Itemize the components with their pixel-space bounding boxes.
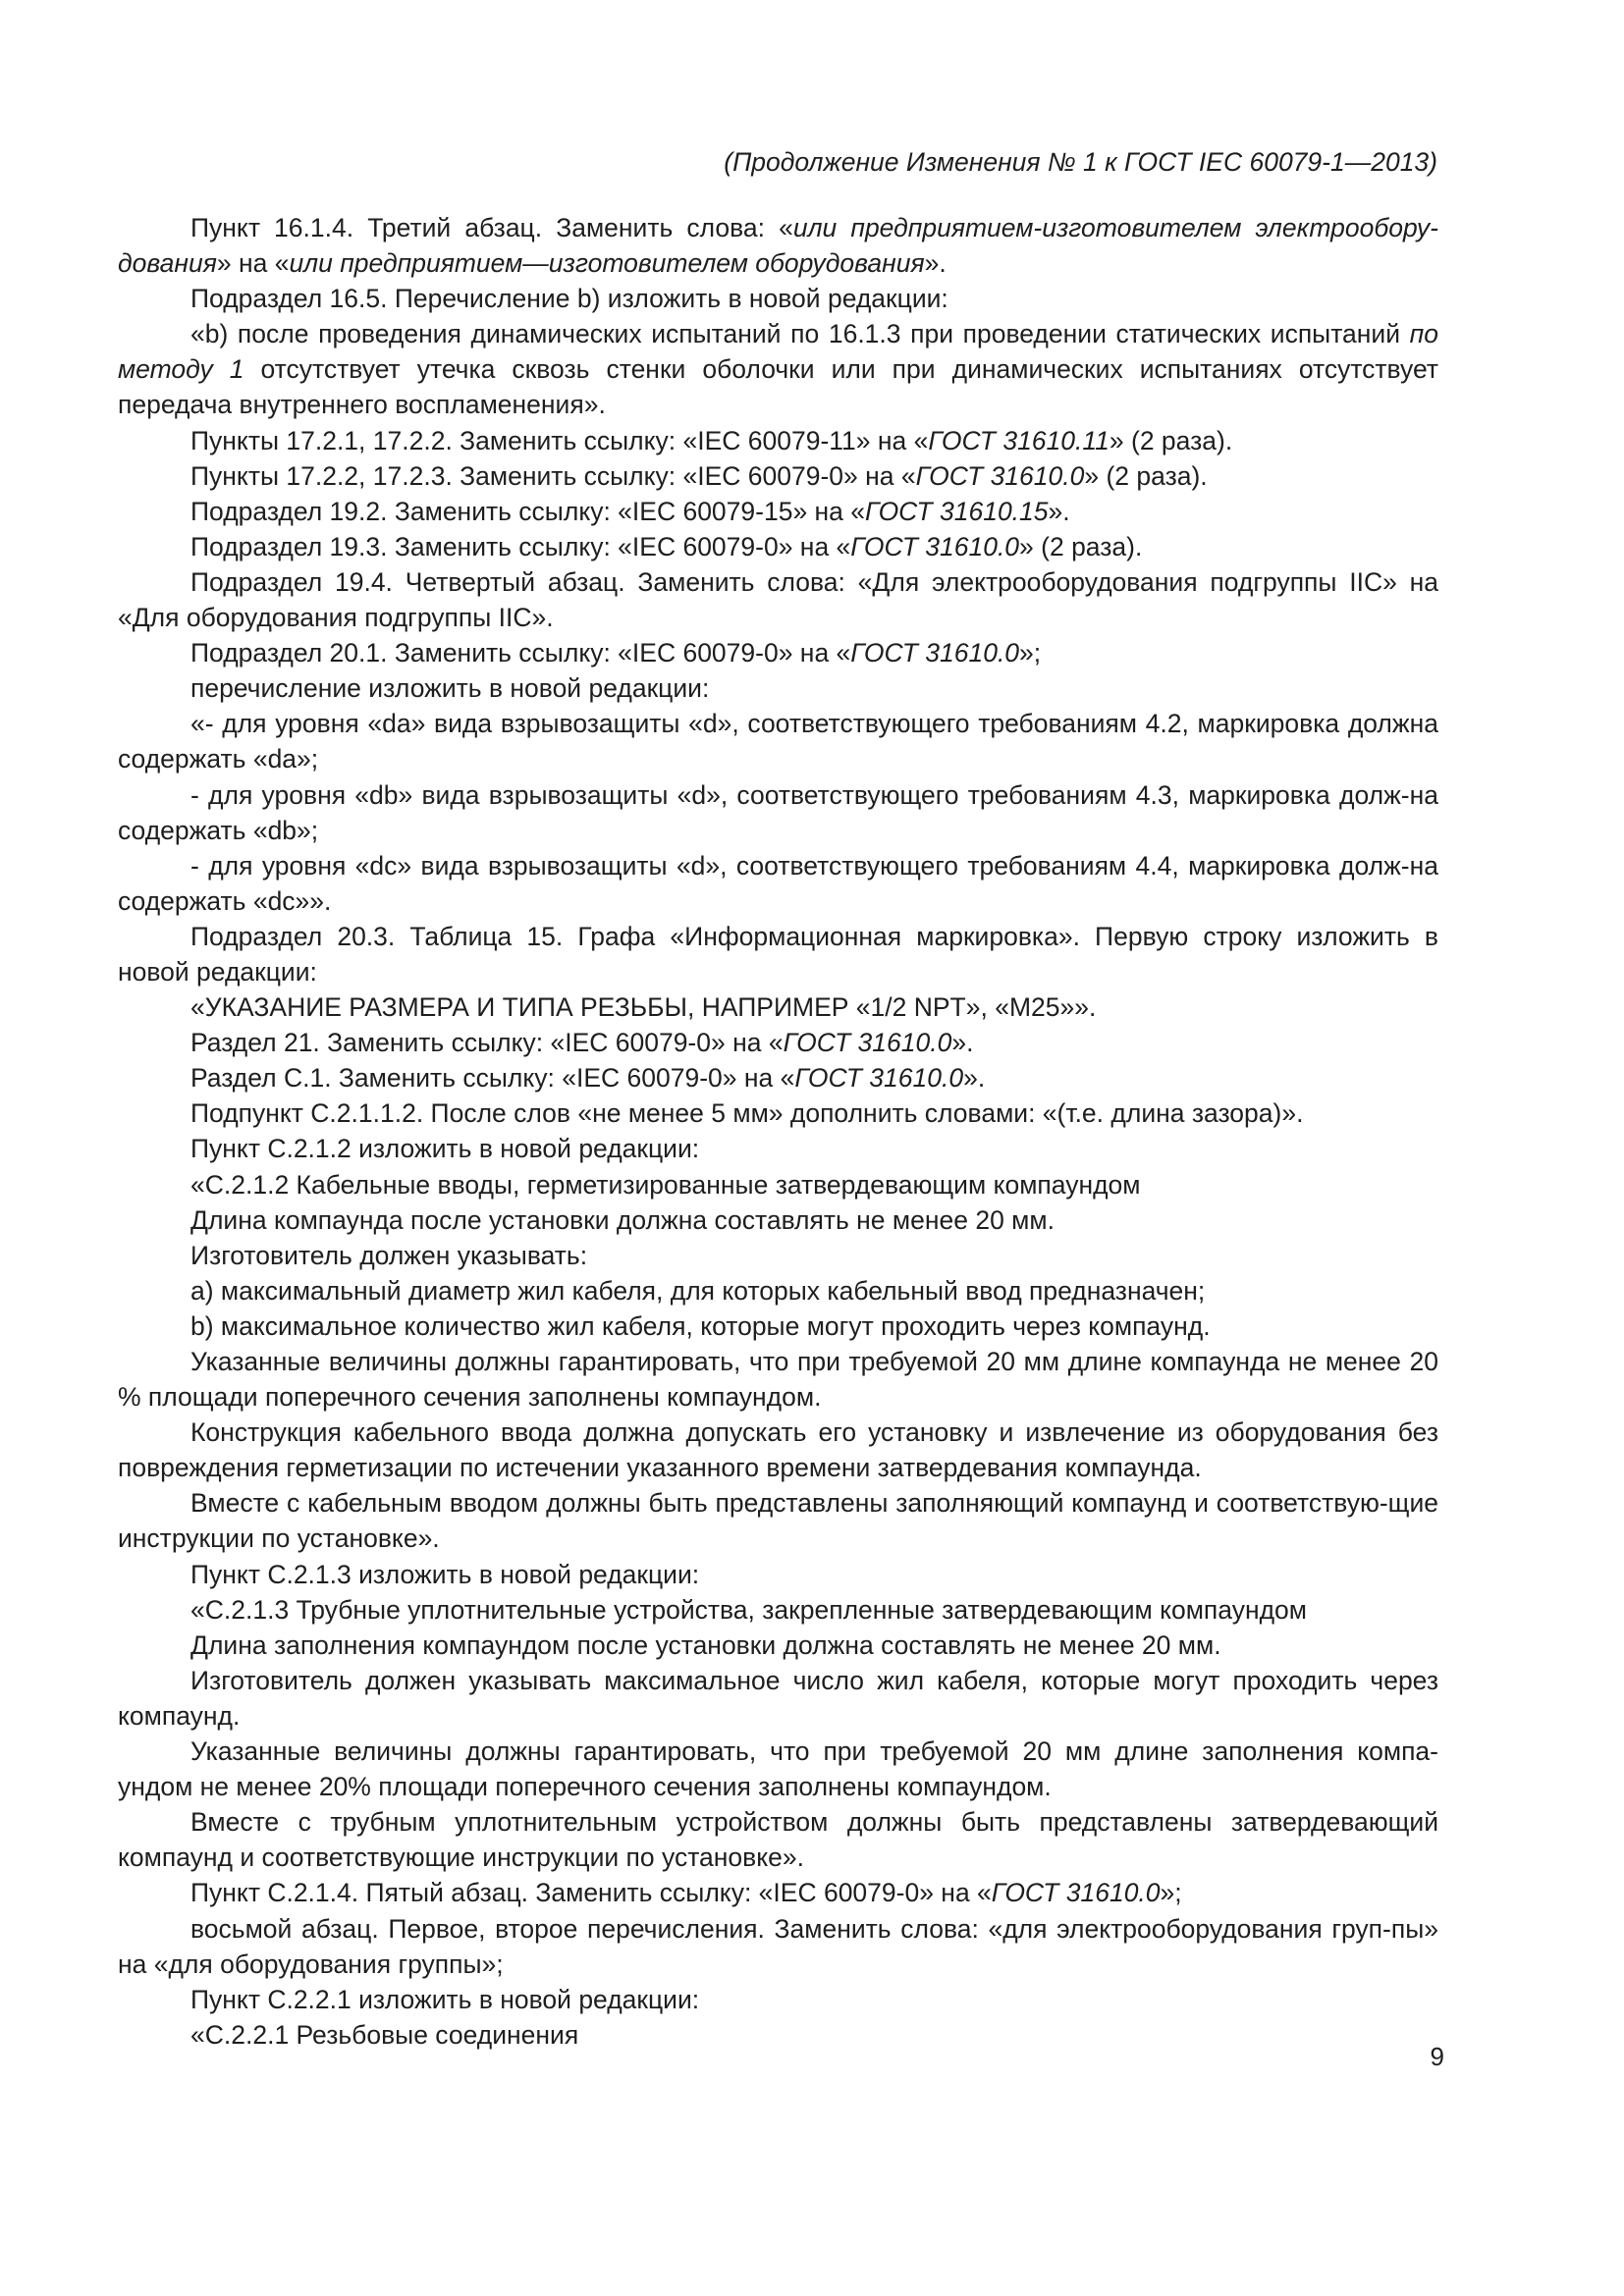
- text-span: Изготовитель должен указывать максимальное число жил кабеля, которые могут проходить через компаунд.: [118, 1665, 1438, 1731]
- paragraph: [118, 458, 1438, 494]
- text-span: Пункты 17.2.2, 17.2.3. Заменить ссылку: «IEC 60079-0» на «: [190, 460, 916, 491]
- text-span: » на «: [216, 248, 290, 279]
- paragraph: [118, 1911, 1438, 1982]
- paragraph: [118, 1273, 1438, 1308]
- paragraph: [118, 706, 1438, 776]
- paragraph: [118, 635, 1438, 670]
- paragraph: [118, 1238, 1438, 1273]
- text-span: ».: [963, 1063, 986, 1094]
- paragraph: [118, 316, 1438, 422]
- text-span: Указанные величины должны гарантировать, что при требуемой 20 мм длине компаунда не менее 20 % площади поперечного сечения заполнены компаундом.: [118, 1347, 1438, 1413]
- text-span: »;: [1019, 638, 1042, 668]
- paragraph: [118, 1485, 1438, 1556]
- text-span: a) максимальный диаметр жил кабеля, для которых кабельный ввод предназначен;: [190, 1275, 1206, 1306]
- text-span: восьмой абзац. Первое, второе перечисления. Заменить слова: «для электрооборудования груп-пы» на «для оборудования группы»;: [118, 1913, 1438, 1979]
- text-span: «С.2.1.2 Кабельные вводы, герметизированные затвердевающим компаундом: [190, 1169, 1141, 1200]
- text-span: ».: [924, 248, 947, 279]
- paragraph: [118, 529, 1438, 564]
- text-span: Подпункт С.2.1.1.2. После слов «не менее 5 мм» дополнить словами: «(т.е. длина зазора)».: [190, 1098, 1304, 1129]
- italic-text: или предприятием—изготовителем оборудования: [289, 248, 925, 279]
- text-span: » (2 раза).: [1084, 460, 1208, 491]
- paragraph: [118, 423, 1438, 458]
- italic-text: или предприятием-изготовителем электрообору-дования: [118, 213, 1438, 279]
- text-span: «УКАЗАНИЕ РАЗМЕРА И ТИПА РЕЗЬБЫ, НАПРИМЕР «1/2 NPT», «M25»».: [190, 992, 1097, 1023]
- text-span: Пункт С.2.1.4. Пятый абзац. Заменить ссылку: «IEC 60079-0» на «: [190, 1878, 992, 1908]
- text-span: ».: [1048, 496, 1070, 526]
- text-span: отсутствует утечка сквозь стенки оболочки или при динамических испытаниях отсутствует передача внутреннего воспламенения».: [118, 354, 1438, 420]
- paragraph: [118, 210, 1438, 281]
- italic-text: ГОСТ 31610.0: [915, 460, 1085, 491]
- text-span: «b) после проведения динамических испытаний по 16.1.3 при проведении статических испытаний: [190, 319, 1410, 349]
- italic-text: ГОСТ 31610.0: [783, 1028, 952, 1058]
- text-span: «С.2.1.3 Трубные уплотнительные устройства, закрепленные затвердевающим компаундом: [190, 1594, 1308, 1625]
- text-span: Вместе с трубным уплотнительным устройством должны быть представлены затвердевающий компаунд и соответствующие инструкции по установке».: [118, 1807, 1438, 1873]
- text-span: Подраздел 19.4. Четвертый абзац. Заменить слова: «Для электрооборудования подгруппы IIC» на «Для оборудования подгруппы IIC».: [118, 566, 1438, 633]
- text-span: Длина заполнения компаундом после установки должна составлять не менее 20 мм.: [190, 1629, 1221, 1660]
- italic-text: ГОСТ 31610.0: [850, 638, 1020, 668]
- italic-text: ГОСТ 31610.15: [865, 496, 1049, 526]
- text-span: Подраздел 19.3. Заменить ссылку: «IEC 60079-0» на «: [190, 531, 851, 561]
- text-span: Раздел С.1. Заменить ссылку: «IEC 60079-0» на «: [190, 1063, 795, 1094]
- text-span: Раздел 21. Заменить ссылку: «IEC 60079-0» на «: [190, 1028, 784, 1058]
- paragraph: [118, 1060, 1438, 1095]
- paragraph: [118, 1804, 1438, 1875]
- text-span: «С.2.2.1 Резьбовые соединения: [190, 2019, 579, 2050]
- paragraph: [118, 564, 1438, 635]
- text-span: - для уровня «db» вида взрывозащиты «d», соответствующего требованиям 4.3, маркировка долж-на содержать «db»;: [118, 779, 1438, 845]
- italic-text: по методу 1: [118, 319, 1438, 385]
- paragraph: [118, 1663, 1438, 1734]
- continuation-header: (Продолжение Изменения № 1 к ГОСТ IEC 60079-1—2013): [724, 147, 1437, 177]
- paragraph: [118, 1167, 1438, 1202]
- text-span: Подраздел 19.2. Заменить ссылку: «IEC 60079-15» на «: [190, 496, 866, 526]
- text-span: ».: [951, 1028, 974, 1058]
- text-span: » (2 раза).: [1019, 531, 1143, 561]
- paragraph: [118, 670, 1438, 706]
- text-span: Пункт С.2.2.1 изложить в новой редакции:: [190, 1984, 700, 2014]
- italic-text: ГОСТ 31610.0: [991, 1878, 1161, 1908]
- text-span: Указанные величины должны гарантировать, что при требуемой 20 мм длине заполнения компа-ундом не менее 20% площади поперечного сечения заполнены компаундом.: [118, 1736, 1438, 1802]
- text-span: «- для уровня «da» вида взрывозащиты «d», соответствующего требованиям 4.2, маркировка должна содержать «da»;: [118, 709, 1438, 774]
- text-span: Подраздел 20.1. Заменить ссылку: «IEC 60079-0» на «: [190, 638, 851, 668]
- text-span: Изготовитель должен указывать:: [190, 1240, 588, 1270]
- paragraph: [118, 1131, 1438, 1166]
- italic-text: ГОСТ 31610.0: [794, 1063, 964, 1094]
- text-span: - для уровня «dc» вида взрывозащиты «d», соответствующего требованиям 4.4, маркировка долж-на содержать «dc»».: [118, 850, 1438, 916]
- paragraph: [118, 1025, 1438, 1060]
- paragraph: [118, 848, 1438, 919]
- text-span: перечисление изложить в новой редакции:: [190, 673, 710, 704]
- text-span: Вместе с кабельным вводом должны быть представлены заполняющий компаунд и соответствую-щие инструкции по установке».: [118, 1488, 1438, 1554]
- text-span: Подраздел 20.3. Таблица 15. Графа «Информационная маркировка». Первую строку изложить в новой редакции:: [118, 921, 1438, 987]
- paragraph: [118, 2017, 1438, 2053]
- paragraph: [118, 1308, 1438, 1344]
- text-span: Пункт С.2.1.2 изложить в новой редакции:: [190, 1134, 700, 1164]
- text-span: Пункты 17.2.1, 17.2.2. Заменить ссылку: «IEC 60079-11» на «: [190, 425, 929, 455]
- text-span: Подраздел 16.5. Перечисление b) изложить в новой редакции:: [190, 284, 948, 314]
- paragraph: [118, 1628, 1438, 1663]
- text-span: Пункт С.2.1.3 изложить в новой редакции:: [190, 1559, 700, 1589]
- paragraph: [118, 777, 1438, 848]
- text-span: » (2 раза).: [1109, 425, 1233, 455]
- paragraph: [118, 1095, 1438, 1131]
- italic-text: ГОСТ 31610.11: [928, 425, 1110, 455]
- text-span: »;: [1160, 1878, 1182, 1908]
- text-span: Пункт 16.1.4. Третий абзац. Заменить слова: «: [190, 213, 793, 242]
- paragraph: [118, 1734, 1438, 1804]
- text-span: Длина компаунда после установки должна составлять не менее 20 мм.: [190, 1204, 1055, 1235]
- paragraph: [118, 919, 1438, 989]
- amendment-body-text: [118, 210, 1438, 2053]
- paragraph: [118, 494, 1438, 529]
- page-number: 9: [1430, 2042, 1444, 2071]
- paragraph: [118, 1982, 1438, 2017]
- text-span: b) максимальное количество жил кабеля, которые могут проходить через компаунд.: [190, 1310, 1211, 1341]
- paragraph: [118, 1875, 1438, 1910]
- paragraph: [118, 1344, 1438, 1415]
- paragraph: [118, 281, 1438, 316]
- paragraph: [118, 989, 1438, 1025]
- paragraph: [118, 1415, 1438, 1485]
- text-span: Конструкция кабельного ввода должна допускать его установку и извлечение из оборудования без повреждения герметизации по истечении указанного времени затвердевания компаунда.: [118, 1417, 1438, 1483]
- paragraph: [118, 1592, 1438, 1628]
- italic-text: ГОСТ 31610.0: [850, 531, 1020, 561]
- paragraph: [118, 1202, 1438, 1238]
- paragraph: [118, 1557, 1438, 1592]
